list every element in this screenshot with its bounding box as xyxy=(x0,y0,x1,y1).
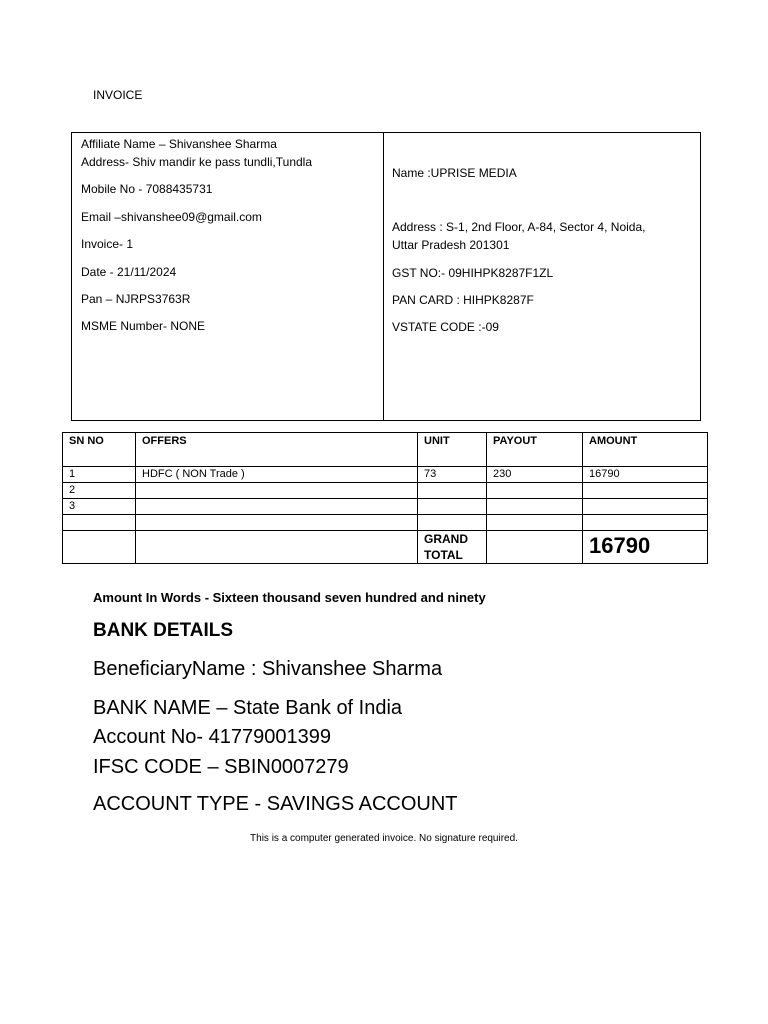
client-gst: GST NO:- 09HIHPK8287F1ZL xyxy=(392,266,554,280)
grand-total-value: 16790 xyxy=(589,533,651,558)
beneficiary-name: BeneficiaryName : Shivanshee Sharma xyxy=(93,658,443,680)
cell-offer: HDFC ( NON Trade ) xyxy=(136,467,418,483)
grand-total-cell xyxy=(583,531,708,564)
bank-name: BANK NAME – State Bank of India xyxy=(93,697,403,719)
client-pan-card: PAN CARD : HIHPK8287F xyxy=(392,293,534,307)
cell-amount: 16790 xyxy=(583,467,708,483)
grand-total-label xyxy=(418,531,487,564)
bank-details-heading: BANK DETAILS xyxy=(93,620,234,641)
cell-amount xyxy=(583,515,708,531)
header-payout: PAYOUT xyxy=(487,433,583,467)
cell-payout xyxy=(487,483,583,499)
party-details-box xyxy=(71,132,701,421)
affiliate-address: Address- Shiv mandir ke pass tundli,Tundla xyxy=(81,155,312,169)
cell-unit xyxy=(418,499,487,515)
footer-note: This is a computer generated invoice. No signature required. xyxy=(250,833,518,844)
cell-sn: 1 xyxy=(63,467,136,483)
invoice-number: Invoice- 1 xyxy=(81,237,134,251)
header-sn-no: SN NO xyxy=(63,433,136,467)
cell-amount xyxy=(583,483,708,499)
cell-payout xyxy=(487,515,583,531)
header-amount: AMOUNT xyxy=(583,433,708,467)
header-offers: OFFERS xyxy=(136,433,418,467)
empty-cell xyxy=(136,531,418,564)
cell-amount xyxy=(583,499,708,515)
affiliate-email: Email –shivanshee09@gmail.com xyxy=(81,210,262,224)
cell-payout: 230 xyxy=(487,467,583,483)
account-number: Account No- 41779001399 xyxy=(93,726,331,748)
table-header-row xyxy=(63,433,708,467)
table-row xyxy=(63,515,708,531)
amount-in-words: Amount In Words - Sixteen thousand seven hundred and ninety xyxy=(93,590,486,605)
client-name: Name :UPRISE MEDIA xyxy=(392,166,517,180)
client-state-code: VSTATE CODE :-09 xyxy=(392,320,499,334)
offers-table xyxy=(62,432,708,564)
grand-total-label-line2: TOTAL xyxy=(424,548,463,562)
party-divider xyxy=(383,133,384,420)
cell-unit xyxy=(418,483,487,499)
grand-total-label-line1: GRAND xyxy=(424,532,468,546)
cell-sn: 2 xyxy=(63,483,136,499)
account-type: ACCOUNT TYPE - SAVINGS ACCOUNT xyxy=(93,793,458,815)
cell-sn xyxy=(63,515,136,531)
affiliate-pan: Pan – NJRPS3763R xyxy=(81,292,191,306)
header-unit: UNIT xyxy=(418,433,487,467)
client-address-line1: Address : S-1, 2nd Floor, A-84, Sector 4, Noida, xyxy=(392,220,646,234)
affiliate-name: Affiliate Name – Shivanshee Sharma xyxy=(81,137,277,151)
ifsc-code: IFSC CODE – SBIN0007279 xyxy=(93,756,349,778)
client-address-line2: Uttar Pradesh 201301 xyxy=(392,238,510,252)
cell-payout xyxy=(487,499,583,515)
cell-offer xyxy=(136,515,418,531)
cell-unit: 73 xyxy=(418,467,487,483)
cell-offer xyxy=(136,483,418,499)
cell-offer xyxy=(136,499,418,515)
empty-cell xyxy=(487,531,583,564)
empty-cell xyxy=(63,531,136,564)
cell-unit xyxy=(418,515,487,531)
grand-total-row xyxy=(63,531,708,564)
table-row xyxy=(63,467,708,483)
msme-number: MSME Number- NONE xyxy=(81,319,206,333)
affiliate-mobile: Mobile No - 7088435731 xyxy=(81,182,213,196)
table-row xyxy=(63,483,708,499)
cell-sn: 3 xyxy=(63,499,136,515)
invoice-title: INVOICE xyxy=(93,88,143,102)
invoice-date: Date - 21/11/2024 xyxy=(81,265,177,279)
table-row xyxy=(63,499,708,515)
